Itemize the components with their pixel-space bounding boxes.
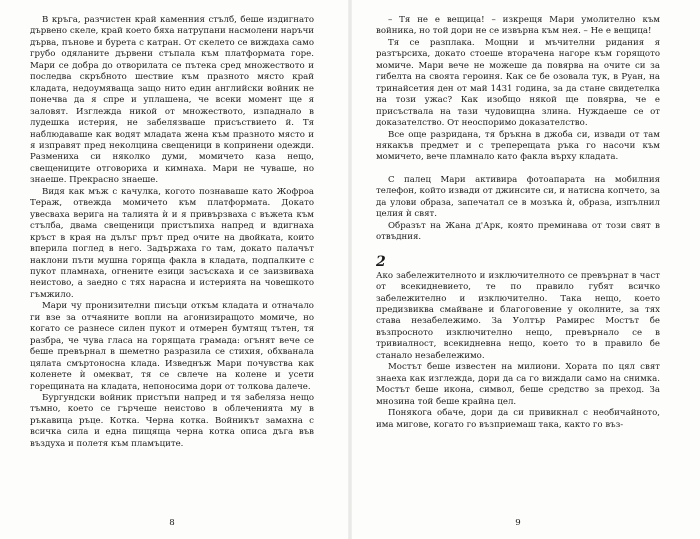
left-page-text (30, 15, 314, 450)
page-number-right: 9 (515, 518, 521, 528)
paragraph: Видя как мъж с качулка, когото познаваше като Жофроа Тераж, отвежда момичето към платформата. Докато увесваха верига на талията ѝ и я привързваха с въжета към стълба, двама свещеници пристъпиха напред и вдигнаха кръст в края на дълъг прът пред очите на двойката, които вперила поглед в него. Задържаха го там, докато палачът наклони пъти мушна горяща факла в кладата, подпалките с пукот пламнаха, огнените езици засъскаха и се заизвиваха неистово, а заедно с тях нарасна и истерията на човешкото гъмжило. (30, 186, 314, 300)
paragraph: Образът на Жана д'Арк, която преминава от този свят в отвъдния. (376, 220, 660, 243)
paragraph: – Тя не е вещица! – изкрещя Мари умолително към войника, но той дори не се извърна към нея. – Не е вещица! (376, 15, 660, 37)
paragraph: В кръга, разчистен край каменния стълб, беше издигнато дървено скеле, край което бяха натрупани насмолени наръчи дърва, пънове и бурета с катран. От скелето се виждаха само грубо одяланите дървени стъпала към платформата горе. Мари се добра до отворилата се пътека сред множеството и последва скръбното шествие към празното място край кладата, недоумяваща защо нито един английски войник не понечва да я спре и уплашена, че всеки момент ще я заловят. Изглежда никой от множеството, изпаднало в лудешка истерия, не забелязваше присъствието й. Тя наблюдаваше как водят младата жена към празното място и я изправят пред неколцина свещеници в копринени одежди. Размениха си няколко думи, момичето каза нещо, свещениците отговориха и кимнаха. Мари не чуваше, но знаеше. Прекрасно знаеше. (30, 15, 314, 186)
paragraph: С палец Мари активира фотоапарата на мобилния телефон, който извади от джинсите си, и натисна копчето, за да улови образа, запечатал се в мозъка ѝ, образа, изпълнил целия ѝ свят. (376, 174, 660, 220)
paragraph: Тя се разплака. Мощни и мъчителни ридания я разтърсиха, докато стоеше вторачена нагоре към горящото момиче. Мари вече не можеше да повярва на очите си за гибелта на своята героиня. Как се бе озовала тук, в Руан, на тринайсетия ден от май 1431 година, за да стане свидетелка на този ужас? Как изобщо някой ще повярва, че е присъствала на тази чудовищна злина. Нуждаеше се от доказателство. От неоспоримо доказателство. (376, 37, 660, 129)
book-gutter (348, 0, 352, 539)
right-page (376, 15, 660, 530)
paragraph: Бургундски войник пристъпи напред и тя забеляза нещо тъмно, което се гърчеше неистово в облеченията му в ръкавица ръце. Котка. Черна котка. Войникът замахна с всичка сила и една пищяща черна котка описа дъга във въздуха и полетя към пламъците. (30, 392, 314, 449)
right-page-text (376, 15, 660, 431)
left-page (30, 15, 314, 530)
paragraph: Мари чу пронизителни писъци откъм кладата и отначало ги взе за отчаяните вопли на агонизиращото момиче, но когато се разнесе силен пукот и отмерен бумтящ тътен, тя разбра, че чува гласа на горящата грамада: огънят вече се беше превърнал в шеметно разразила се стихия, обхванала цялата смъртоносна клада. Изведнъж Мари почувства как коленете ѝ омекват, тя се свлече на колене и усети горещината на кладата, непоносима дори от толкова далече. (30, 301, 314, 392)
page-number-left: 8 (169, 518, 175, 528)
section-number: 2 (376, 253, 386, 270)
paragraph: Понякога обаче, дори да си привикнал с необичайното, има мигове, когато го възприемаш така, както го въз- (376, 408, 660, 430)
paragraph: Ако забележителното и изключителното се превърнат в част от всекидневието, те по правило губят всичко забележително и изключително. Така нещо, което предизвиква смайване и благоговение у околните, за тях става незабележимо. За Уолтър Рамирес Мостът бе възпросното изключително нещо, превърнало се в тривиалност, всекидневна нещо, което то в правило бе станало незабележимо. (376, 270, 660, 361)
paragraph: Все още разридана, тя бръкна в джоба си, извади от там някакъв предмет и с треперещата ръка го насочи към момичето, вече пламнало като факла върху кладата. (376, 129, 660, 163)
paragraph: Мостът беше известен на милиони. Хората по цял свят знаеха как изглежда, дори да са го виждали само на снимка. Мостът беше икона, символ, беше средство за преход. За мнозина той беше крайна цел. (376, 362, 660, 407)
